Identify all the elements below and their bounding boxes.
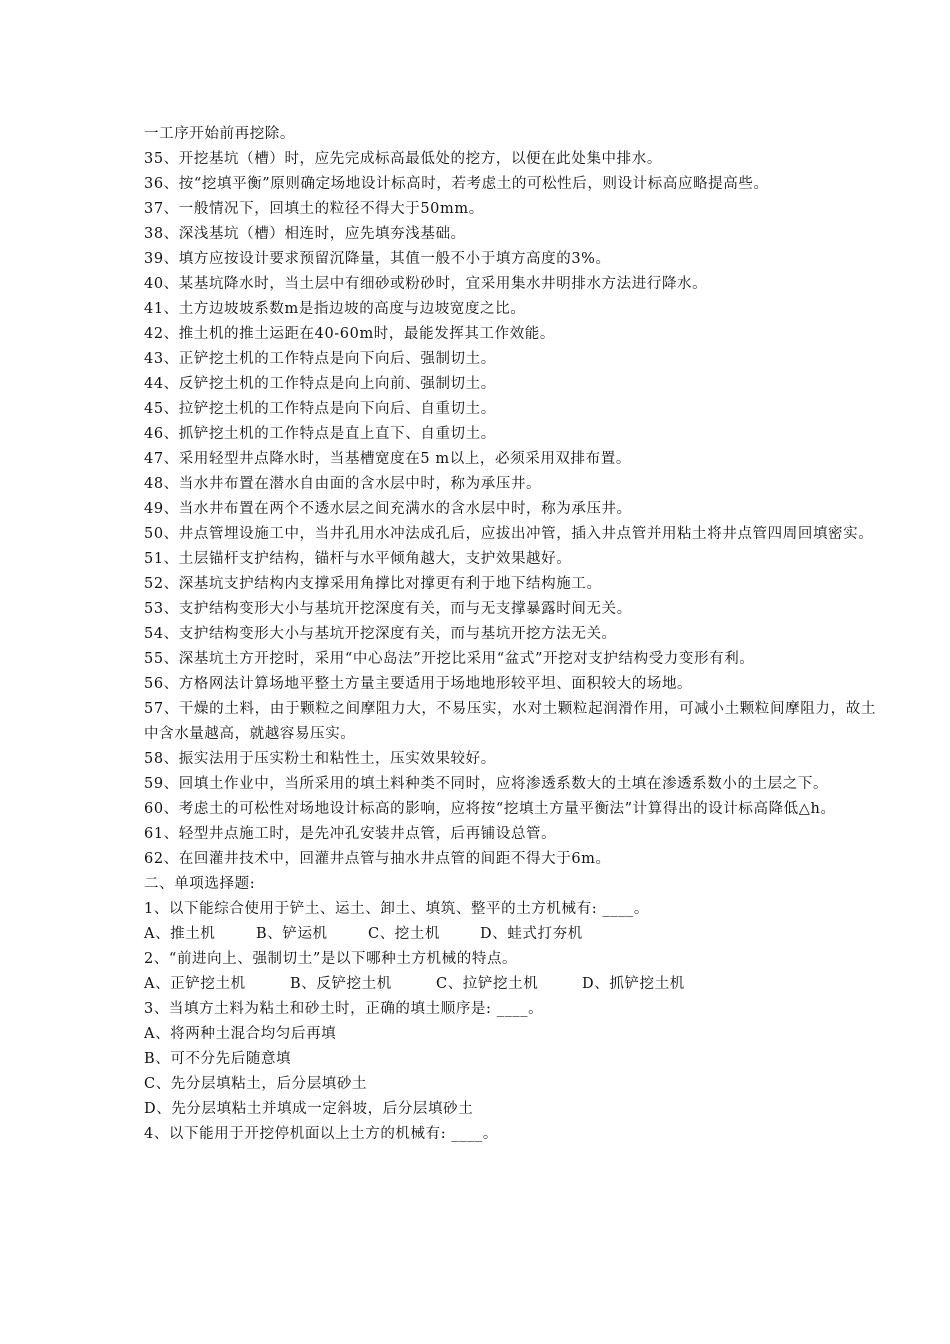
statement-38: 38、深浅基坑（槽）相连时，应先填夯浅基础。 (144, 226, 466, 242)
statement-57: 57、干燥的土料，由于颗粒之间摩阻力大，不易压实，水对土颗粒起润滑作用，可减小土颗粒间摩阻力，故土中含水量越高，就越容易压实。 (144, 701, 876, 742)
statement-52: 52、深基坑支护结构内支撑采用角撑比对撑更有利于地下结构施工。 (144, 576, 602, 592)
question-2-options (144, 972, 876, 997)
option-b: B、铲运机 (256, 926, 328, 942)
statement-54: 54、支护结构变形大小与基坑开挖深度有关，而与基坑开挖方法无关。 (144, 626, 617, 642)
section-heading: 二、单项选择题: (144, 876, 256, 892)
statement-41: 41、土方边坡坡系数m是指边坡的高度与边坡宽度之比。 (144, 301, 526, 317)
statement-60: 60、考虑土的可松性对场地设计标高的影响，应将按“挖填土方量平衡法”计算得出的设计标高降低△h。 (144, 801, 836, 817)
question-2: 2、“前进向上、强制切土”是以下哪种土方机械的特点。 (144, 951, 518, 967)
question-1-options (144, 922, 876, 947)
option-d: D、蛙式打夯机 (480, 926, 583, 942)
document-body (144, 122, 876, 1147)
option-b: B、反铲挖土机 (290, 976, 392, 992)
option-d: D、先分层填粘土并填成一定斜坡，后分层填砂土 (144, 1101, 474, 1117)
statement-49: 49、当水井布置在两个不透水层之间充满水的含水层中时，称为承压井。 (144, 501, 632, 517)
statement-55: 55、深基坑土方开挖时，采用“中心岛法”开挖比采用“盆式”开挖对支护结构受力变形有利。 (144, 651, 755, 667)
option-c: C、挖土机 (368, 926, 441, 942)
statement-62: 62、在回灌井技术中，回灌井点管与抽水井点管的间距不得大于6m。 (144, 851, 611, 867)
statement-40: 40、某基坑降水时，当土层中有细砂或粉砂时，宜采用集水井明排水方法进行降水。 (144, 276, 708, 292)
option-c: C、先分层填粘土，后分层填砂土 (144, 1076, 368, 1092)
statement-42: 42、推土机的推土运距在40-60m时，最能发挥其工作效能。 (144, 326, 555, 342)
statement-59: 59、回填土作业中，当所采用的填土料种类不同时，应将渗透系数大的土填在渗透系数小的土层之下。 (144, 776, 829, 792)
option-b: B、可不分先后随意填 (144, 1051, 292, 1067)
statement-58: 58、振实法用于压实粉土和粘性土，压实效果较好。 (144, 751, 496, 767)
option-c: C、拉铲挖土机 (436, 976, 539, 992)
statement-35: 35、开挖基坑（槽）时，应先完成标高最低处的挖方，以便在此处集中排水。 (144, 151, 662, 167)
option-a: A、正铲挖土机 (144, 976, 246, 992)
statement-45: 45、拉铲挖土机的工作特点是向下向后、自重切土。 (144, 401, 496, 417)
statement-47: 47、采用轻型井点降水时，当基槽宽度在5 m以上，必须采用双排布置。 (144, 451, 631, 467)
option-d: D、抓铲挖土机 (582, 976, 685, 992)
statement-53: 53、支护结构变形大小与基坑开挖深度有关，而与无支撑暴露时间无关。 (144, 601, 632, 617)
statement-50: 50、井点管埋设施工中，当井孔用水冲法成孔后，应拔出冲管，插入井点管并用粘土将井点管四周回填密实。 (144, 526, 874, 542)
question-4: 4、以下能用于开挖停机面以上土方的机械有: ____。 (144, 1126, 498, 1142)
option-a: A、推土机 (144, 926, 216, 942)
option-a: A、将两种土混合均匀后再填 (144, 1026, 337, 1042)
statement-36: 36、按“挖填平衡”原则确定场地设计标高时，若考虑土的可松性后，则设计标高应略提高些。 (144, 176, 769, 192)
statement-46: 46、抓铲挖土机的工作特点是直上直下、自重切土。 (144, 426, 496, 442)
text-line: 一工序开始前再挖除。 (144, 126, 295, 142)
statement-39: 39、填方应按设计要求预留沉降量，其值一般不小于填方高度的3%。 (144, 251, 611, 267)
statement-48: 48、当水井布置在潜水自由面的含水层中时，称为承压井。 (144, 476, 542, 492)
question-3: 3、当填方土料为粘土和砂土时，正确的填土顺序是: ____。 (144, 1001, 544, 1017)
question-1: 1、以下能综合使用于铲土、运土、卸土、填筑、整平的土方机械有: ____。 (144, 901, 649, 917)
statement-61: 61、轻型井点施工时，是先冲孔安装井点管，后再铺设总管。 (144, 826, 557, 842)
statement-51: 51、土层锚杆支护结构，锚杆与水平倾角越大，支护效果越好。 (144, 551, 572, 567)
statement-56: 56、方格网法计算场地平整土方量主要适用于场地地形较平坦、面积较大的场地。 (144, 676, 693, 692)
statement-43: 43、正铲挖土机的工作特点是向下向后、强制切土。 (144, 351, 496, 367)
statement-44: 44、反铲挖土机的工作特点是向上向前、强制切土。 (144, 376, 496, 392)
statement-37: 37、一般情况下，回填土的粒径不得大于50mm。 (144, 201, 484, 217)
